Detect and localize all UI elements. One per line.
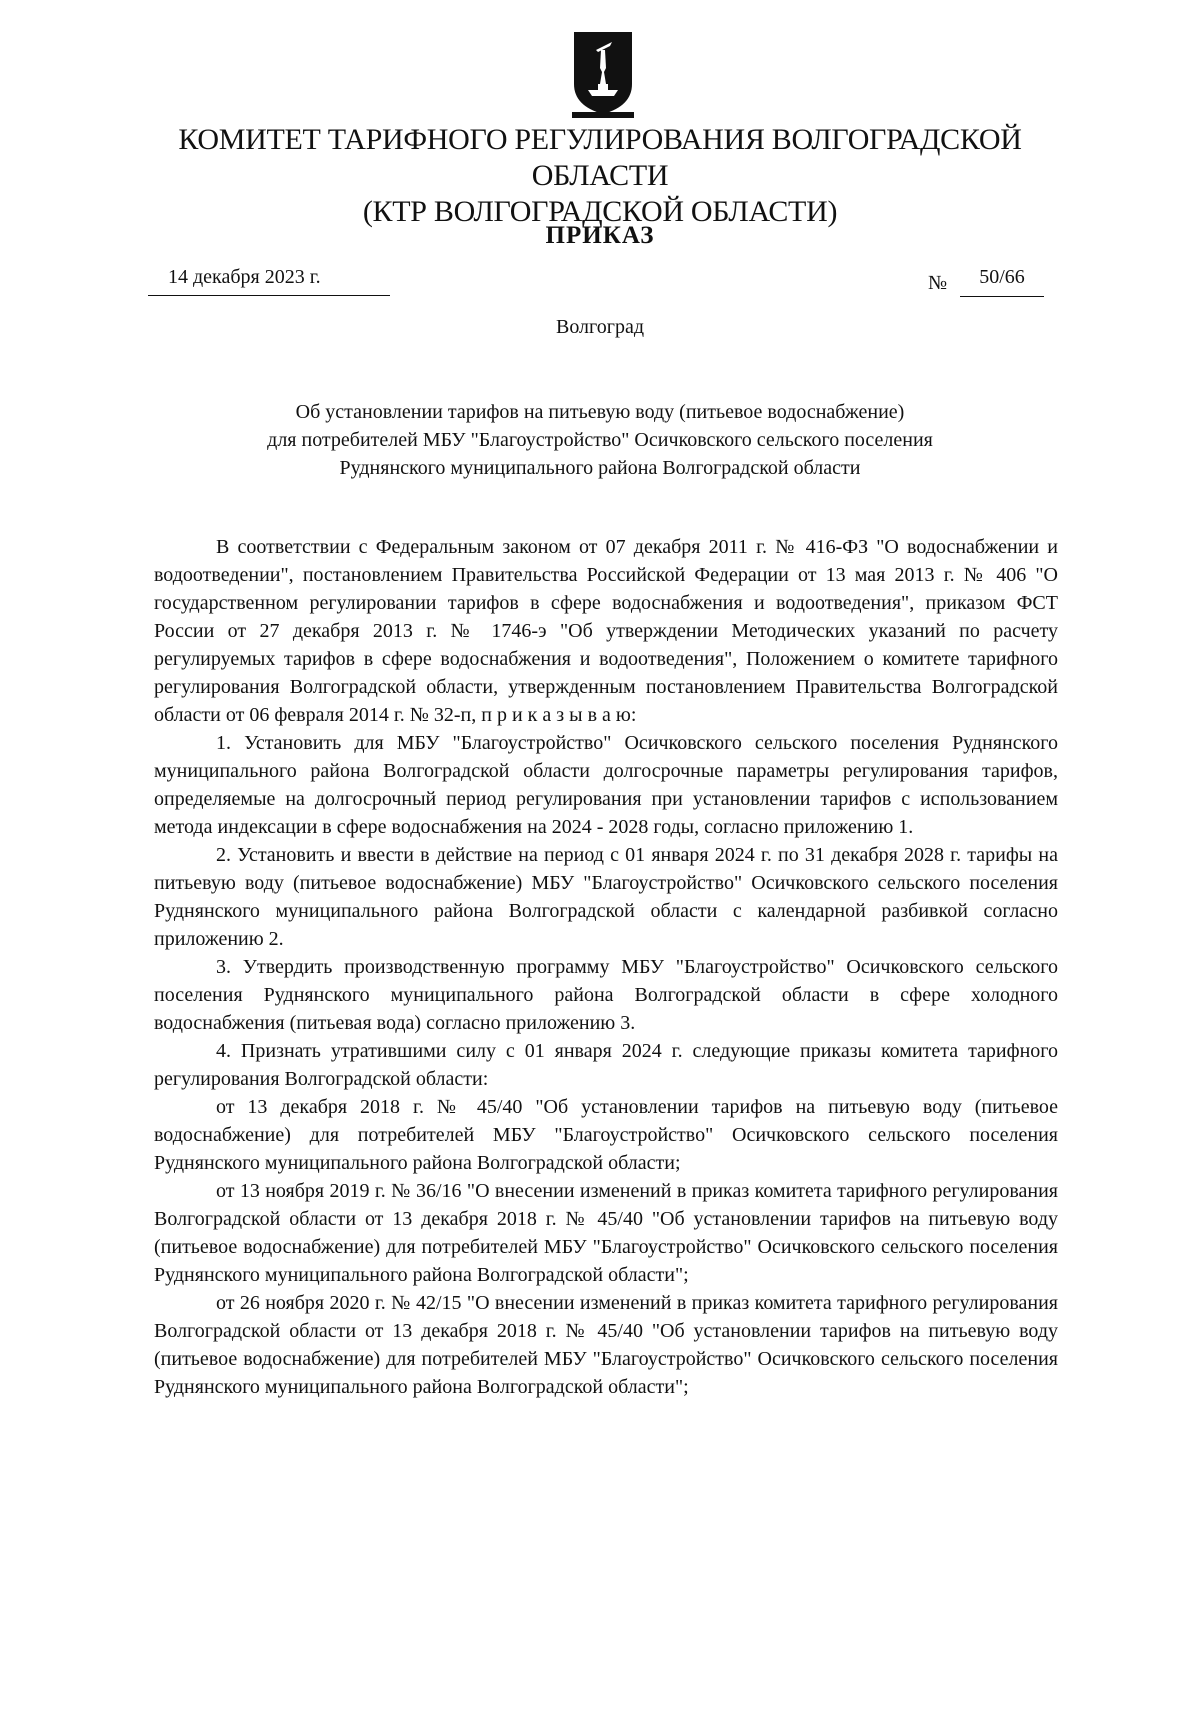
preamble-paragraph: В соответствии с Федеральным законом от 07 декабря 2011 г. № 416-ФЗ "О водоснабжении и водоотведении", постановлением Правительства Российской Федерации от 13 мая 2013 г. № 406 "О государственном регулировании тарифов в сфере водоснабжения и водоотведения", приказом ФСТ России от 27 декабря 2013 г. № 1746-э "Об утверждении Методических указаний по расчету регулируемых тарифов в сфере водоснабжения и водоотведения", Положением о комитете тарифного регулирования Волгоградской области, утвержденным постановлением Правительства Волгоградской области от 06 февраля 2014 г. № 32-п, п р и к а з ы в а ю: (154, 536, 1058, 726)
volgograd-coat-of-arms-icon (568, 28, 638, 120)
subject-line: Об установлении тарифов на питьевую воду (питьевое водоснабжение) (295, 401, 905, 423)
order-number-sign: № (928, 272, 948, 294)
document-title: ПРИКАЗ (545, 222, 655, 249)
issuer-name: КОМИТЕТ ТАРИФНОГО РЕГУЛИРОВАНИЯ ВОЛГОГРАДСКОЙ ОБЛАСТИ (178, 123, 1022, 192)
order-date: 14 декабря 2023 г. (148, 262, 390, 296)
clause-4-paragraph: 4. Признать утратившими силу с 01 января 2024 г. следующие приказы комитета тарифного регулирования Волгоградской области: (154, 1040, 1058, 1090)
subject-line: для потребителей МБУ "Благоустройство" Осичковского сельского поселения (267, 429, 933, 451)
repealed-order-item: от 13 декабря 2018 г. № 45/40 "Об установлении тарифов на питьевую воду (питьевое водоснабжение) для потребителей МБУ "Благоустройство" Осичковского сельского поселения Руднянского муниципального района Волгоградской области; (154, 1096, 1058, 1174)
order-body (154, 533, 1058, 1401)
clause-3-paragraph: 3. Утвердить производственную программу МБУ "Благоустройство" Осичковского сельского поселения Руднянского муниципального района Волгоградской области в сфере холодного водоснабжения (питьевая вода) согласно приложению 3. (154, 956, 1058, 1034)
clause-2-paragraph: 2. Установить и ввести в действие на период с 01 января 2024 г. по 31 декабря 2028 г. тарифы на питьевую воду (питьевое водоснабжение) МБУ "Благоустройство" Осичковского сельского поселения Руднянского муниципального района Волгоградской области с календарной разбивкой согласно приложению 2. (154, 844, 1058, 950)
issuer-short-name: (КТР ВОЛГОГРАДСКОЙ ОБЛАСТИ) (362, 195, 838, 228)
clause-1-paragraph: 1. Установить для МБУ "Благоустройство" Осичковского сельского поселения Руднянского муниципального района Волгоградской области долгосрочные параметры регулирования тарифов, определяемые на долгосрочный период регулирования при установлении тарифов с использованием метода индексации в сфере водоснабжения на 2024 - 2028 годы, согласно приложению 1. (154, 732, 1058, 838)
order-number: 50/66 (960, 262, 1044, 297)
order-subject (150, 398, 1050, 482)
repealed-order-item: от 13 ноября 2019 г. № 36/16 "О внесении изменений в приказ комитета тарифного регулирования Волгоградской области от 13 декабря 2018 г. № 45/40 "Об установлении тарифов на питьевую воду (питьевое водоснабжение) для потребителей МБУ "Благоустройство" Осичковского сельского поселения Руднянского муниципального района Волгоградской области"; (154, 1180, 1058, 1286)
order-city: Волгоград (555, 316, 645, 338)
coat-of-arms-emblem (568, 28, 638, 120)
repealed-order-item: от 26 ноября 2020 г. № 42/15 "О внесении изменений в приказ комитета тарифного регулирования Волгоградской области от 13 декабря 2018 г. № 45/40 "Об установлении тарифов на питьевую воду (питьевое водоснабжение) для потребителей МБУ "Благоустройство" Осичковского сельского поселения Руднянского муниципального района Волгоградской области"; (154, 1292, 1058, 1398)
subject-line: Руднянского муниципального района Волгоградской области (339, 457, 861, 479)
issuer-header (120, 122, 1080, 230)
